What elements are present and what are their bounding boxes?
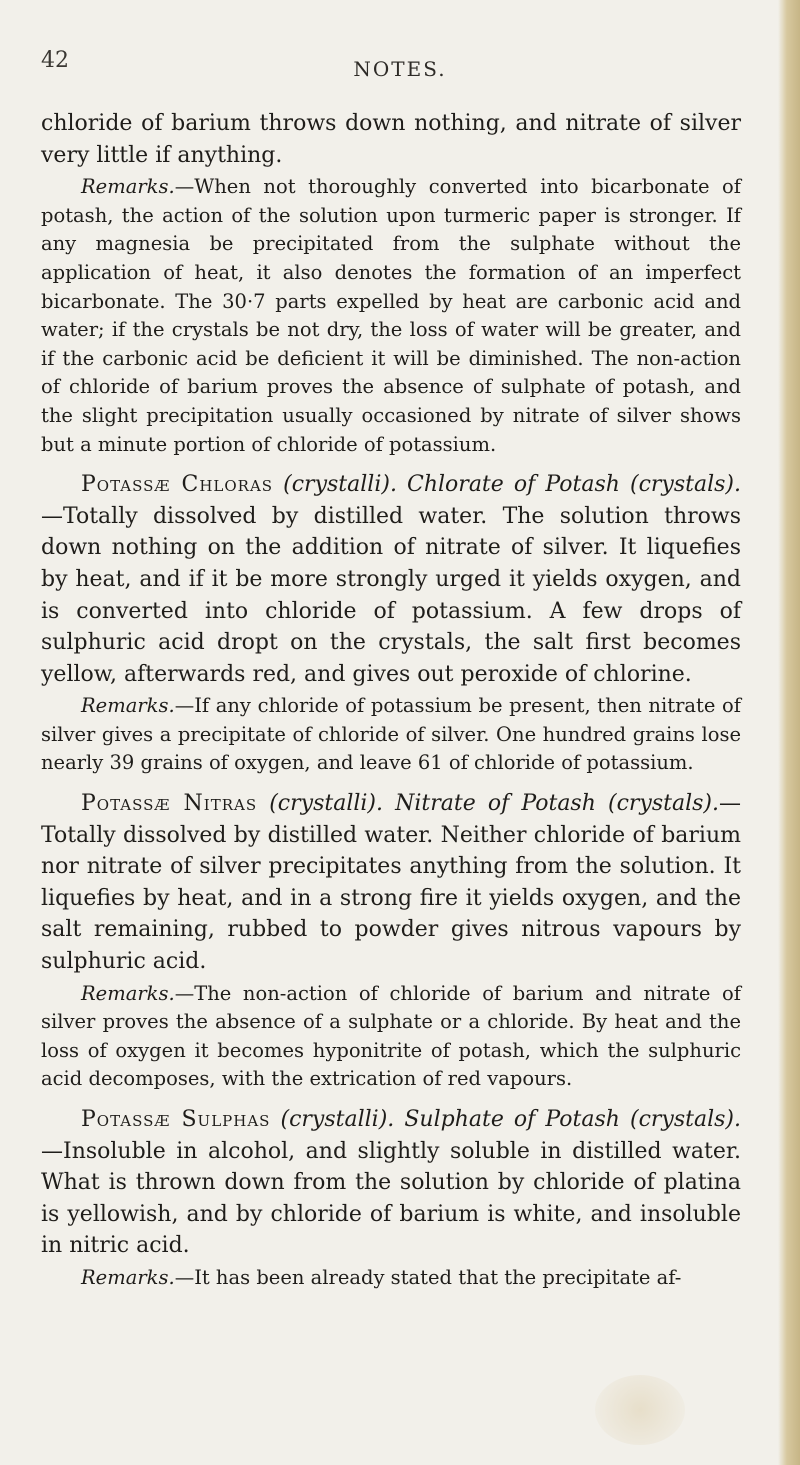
entry-name: Potassæ Nitras (81, 791, 258, 817)
remarks-paragraph (41, 980, 741, 1094)
entry-english-paren: (crystals). (629, 472, 741, 498)
entry-english: Sulphate of Potash (404, 1107, 620, 1132)
entry-text: —Totally dissolved by distilled water. Neither chloride of barium nor nitrate of silver precipitates anything from the solution. It liquefies by heat, and in a strong fire it yields oxygen, and the salt remaining, rubbed to powder gives nitrous vapours by sulphuric acid. (41, 791, 741, 975)
entry-latin: (crystalli). (269, 791, 383, 817)
remarks-paragraph (41, 1264, 741, 1293)
remarks-paragraph (41, 692, 741, 778)
remarks-text: —If any chloride of potassium be present, then nitrate of silver gives a precipitate of chloride of silver. One hundred grains lose nearly 39 grains of oxygen, and leave 61 of chloride of potassium. (41, 694, 741, 775)
body-text (41, 108, 741, 1293)
spacer (41, 459, 741, 469)
page-edge-shadow (778, 0, 800, 1465)
remarks-label: Remarks. (81, 1265, 175, 1289)
remarks-text: —The non-action of chloride of barium and nitrate of silver proves the absence of a sulphate or a chloride. By heat and the loss of oxygen it becomes hyponitrite of potash, which the sulphuric acid decomposes, with the extrication of red vapours. (41, 981, 741, 1091)
entry-potassae-nitras (41, 788, 741, 978)
remarks-label: Remarks. (81, 981, 175, 1005)
entry-english-paren: (crystals). (608, 791, 719, 817)
page-number: 42 (41, 48, 69, 73)
entry-text: —Totally dissolved by distilled water. The solution throws down nothing on the addition of nitrate of silver. It liquefies by heat, and if it be more strongly urged it yields oxygen, and is converted into chloride of potassium. A few drops of sulphuric acid dropt on the crystals, the salt first becomes yellow, afterwards red, and gives out peroxide of chlorine. (41, 503, 741, 687)
entry-potassae-chloras (41, 469, 741, 690)
entry-latin: (crystalli). (283, 472, 397, 498)
entry-english-paren: (crystals). (630, 1107, 741, 1132)
entry-english: Nitrate of Potash (395, 791, 596, 817)
entry-text: —Insoluble in alcohol, and slightly soluble in distilled water. What is thrown down from the solution by chloride of platina is yellowish, and by chloride of barium is white, and insoluble in nitric acid. (41, 1138, 741, 1259)
entry-name: Potassæ Chloras (81, 472, 274, 498)
remarks-label: Remarks. (81, 175, 175, 199)
paragraph-text: chloride of barium throws down nothing, and nitrate of silver very little if anything. (41, 111, 741, 168)
remarks-text: —When not thoroughly converted into bicarbonate of potash, the action of the solution upon turmeric paper is stronger. If any magnesia be precipitated from the sulphate without the application of heat, it also denotes the formation of an imperfect bicarbonate. The 30·7 parts expelled by heat are carbonic acid and water; if the crystals be not dry, the loss of water will be greater, and if the carbonic acid be deficient it will be diminished. The non-action of chloride of barium proves the absence of sulphate of potash, and the slight precipitation usually occasioned by nitrate of silver shows but a minute portion of chloride of potassium. (41, 175, 741, 456)
remarks-text: —It has been already stated that the precipitate af- (174, 1265, 682, 1289)
spacer (41, 1094, 741, 1104)
remarks-label: Remarks. (81, 694, 175, 718)
entry-english: Chlorate of Potash (407, 472, 620, 498)
entry-name: Potassæ Sulphas (81, 1107, 271, 1132)
paragraph-continuation (41, 108, 741, 171)
remarks-paragraph (41, 173, 741, 459)
entry-latin: (crystalli). (280, 1107, 395, 1132)
paper-stain (595, 1375, 685, 1445)
entry-potassae-sulphas (41, 1104, 741, 1262)
running-title: NOTES. (353, 57, 447, 81)
spacer (41, 778, 741, 788)
